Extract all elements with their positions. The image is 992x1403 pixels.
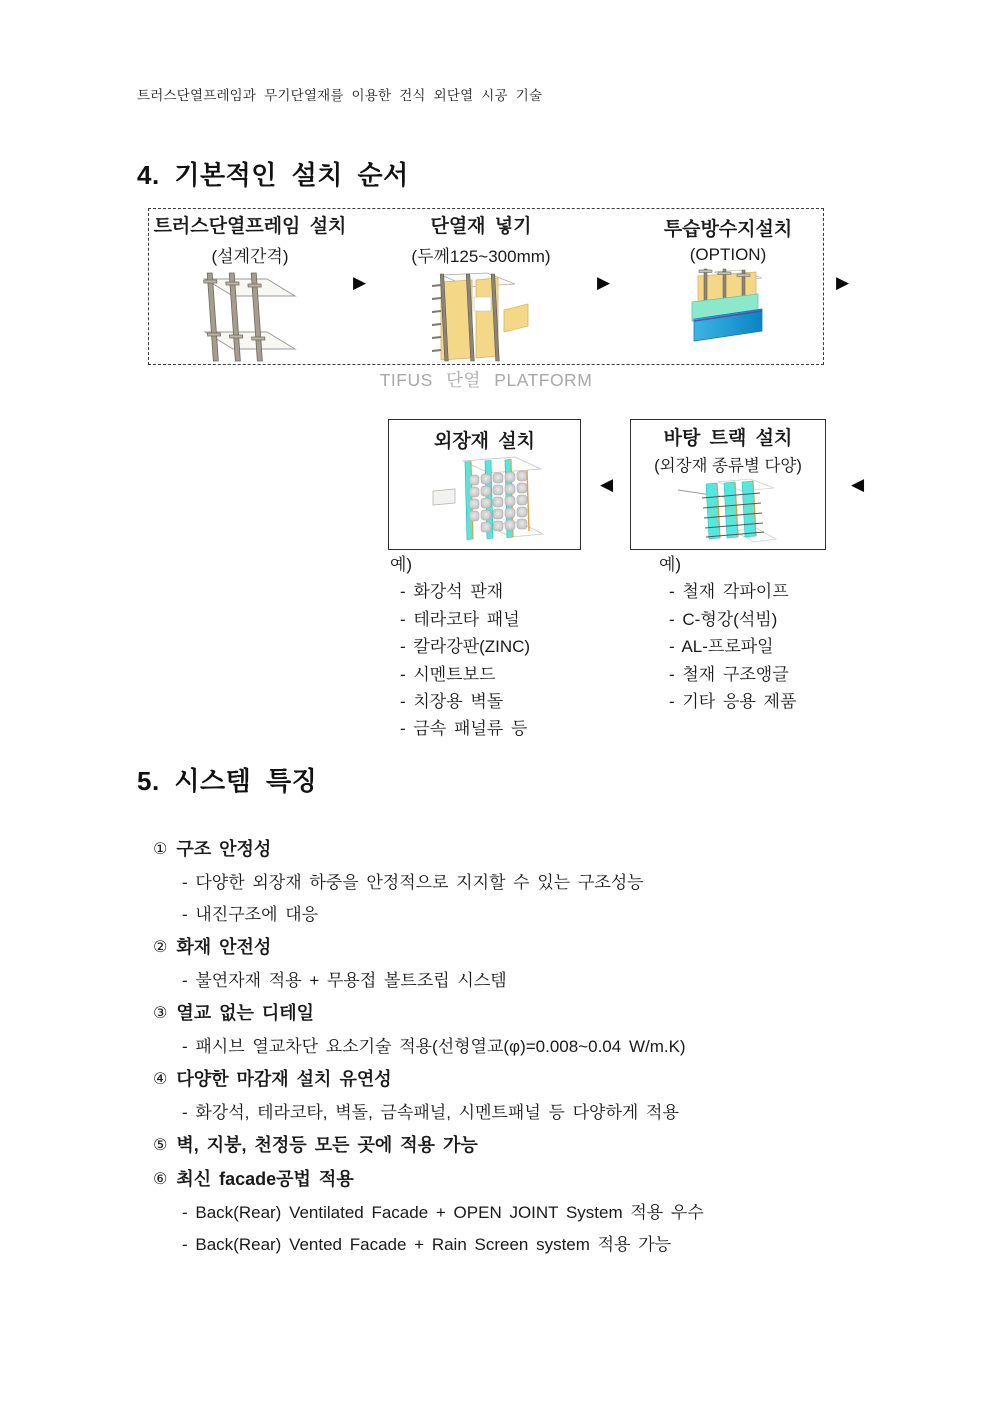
feature-number: ① xyxy=(153,841,168,858)
step-title: 단열재 넣기 xyxy=(430,216,532,237)
feature-heading xyxy=(153,1129,953,1163)
list-item: - 기타 응용 제품 xyxy=(669,692,797,712)
list-item: - C-형강(석빔) xyxy=(669,609,778,629)
feature-heading xyxy=(153,931,953,965)
track-example-list xyxy=(659,551,889,715)
box-title: 바탕 트랙 설치 xyxy=(663,428,793,449)
feature-item: - 화강석, 테라코타, 벽돌, 금속패널, 시멘트패널 등 다양하게 적용 xyxy=(182,1103,679,1122)
feature-list xyxy=(153,833,953,1261)
list-item: - 철재 구조앵글 xyxy=(669,664,789,684)
list-item: - 치장용 벽돌 xyxy=(400,692,504,712)
arrow-right-icon: ▶ xyxy=(597,273,611,292)
feature-item: - 불연자재 적용 + 무용접 볼트조립 시스템 xyxy=(182,971,507,990)
feature-number: ③ xyxy=(153,1005,168,1022)
step-title: 투습방수지설치 xyxy=(663,219,793,240)
feature-item: - 다양한 외장재 하중을 안정적으로 지지할 수 있는 구조성능 xyxy=(182,873,644,892)
list-item: - 철재 각파이프 xyxy=(669,582,789,602)
list-item: - 시멘트보드 xyxy=(400,664,496,684)
feature-number: ④ xyxy=(153,1071,168,1088)
arrow-right-icon: ▶ xyxy=(353,273,367,292)
feature-item: - 패시브 열교차단 요소기술 적용(선형열교(φ)=0.008~0.04 W/m.K) xyxy=(182,1037,686,1056)
step-insulation xyxy=(385,211,577,369)
cladding-illustration xyxy=(425,453,545,549)
cladding-install-box xyxy=(388,419,581,550)
box-subtitle: (외장재 종류별 다양) xyxy=(654,457,802,475)
feature-number: ② xyxy=(153,939,168,956)
feature-title: 화재 안전성 xyxy=(176,937,272,957)
step-subtitle: (OPTION) xyxy=(689,245,767,264)
platform-caption: TIFUS 단열 PLATFORM xyxy=(379,370,593,390)
feature-heading xyxy=(153,1063,953,1097)
membrane-illustration xyxy=(680,268,776,354)
feature-title: 벽, 지붕, 천정등 모든 곳에 적용 가능 xyxy=(176,1135,478,1155)
step-subtitle: (설계간격) xyxy=(211,247,289,266)
doc-header: 트러스단열프레임과 무기단열재를 이용한 건식 외단열 시공 기술 xyxy=(137,88,543,103)
box-title: 외장재 설치 xyxy=(433,431,536,452)
feature-item: - Back(Rear) Ventilated Facade + OPEN JOINT System 적용 우수 xyxy=(182,1203,704,1222)
example-label: 예) xyxy=(390,555,413,574)
feature-title: 구조 안정성 xyxy=(176,839,272,859)
step-title: 트러스단열프레임 설치 xyxy=(153,216,347,237)
example-label: 예) xyxy=(659,555,682,574)
cladding-example-list xyxy=(390,551,640,743)
list-item: - 금속 패널류 등 xyxy=(400,719,528,739)
truss-frame-illustration xyxy=(191,270,309,364)
list-item: - 화강석 판재 xyxy=(400,582,504,602)
arrow-right-icon: ▶ xyxy=(836,273,850,292)
feature-item: - Back(Rear) Vented Facade + Rain Screen system 적용 가능 xyxy=(182,1235,672,1254)
step-membrane xyxy=(633,214,823,359)
feature-title: 다양한 마감재 설치 유연성 xyxy=(176,1069,392,1089)
section5-title: 5. 시스템 특징 xyxy=(137,766,318,796)
feature-number: ⑥ xyxy=(153,1171,168,1188)
feature-number: ⑤ xyxy=(153,1137,168,1154)
step-truss-frame xyxy=(150,211,350,369)
list-item: - 테라코타 패널 xyxy=(400,609,520,629)
feature-item: - 내진구조에 대응 xyxy=(182,905,319,924)
insulation-illustration xyxy=(425,270,537,364)
step-subtitle: (두께125~300mm) xyxy=(411,247,551,266)
arrow-left-icon: ◀ xyxy=(600,475,614,494)
base-track-box xyxy=(630,419,826,550)
feature-heading xyxy=(153,997,953,1031)
arrow-left-icon: ◀ xyxy=(851,475,865,494)
list-item: - AL-프로파일 xyxy=(669,637,774,657)
section4-title: 4. 기본적인 설치 순서 xyxy=(137,160,409,190)
feature-title: 열교 없는 디테일 xyxy=(176,1003,315,1023)
feature-heading xyxy=(153,833,953,867)
track-illustration xyxy=(676,476,780,548)
feature-title: 최신 facade공법 적용 xyxy=(176,1169,354,1189)
list-item: - 칼라강판(ZINC) xyxy=(400,637,531,657)
feature-heading xyxy=(153,1163,953,1197)
